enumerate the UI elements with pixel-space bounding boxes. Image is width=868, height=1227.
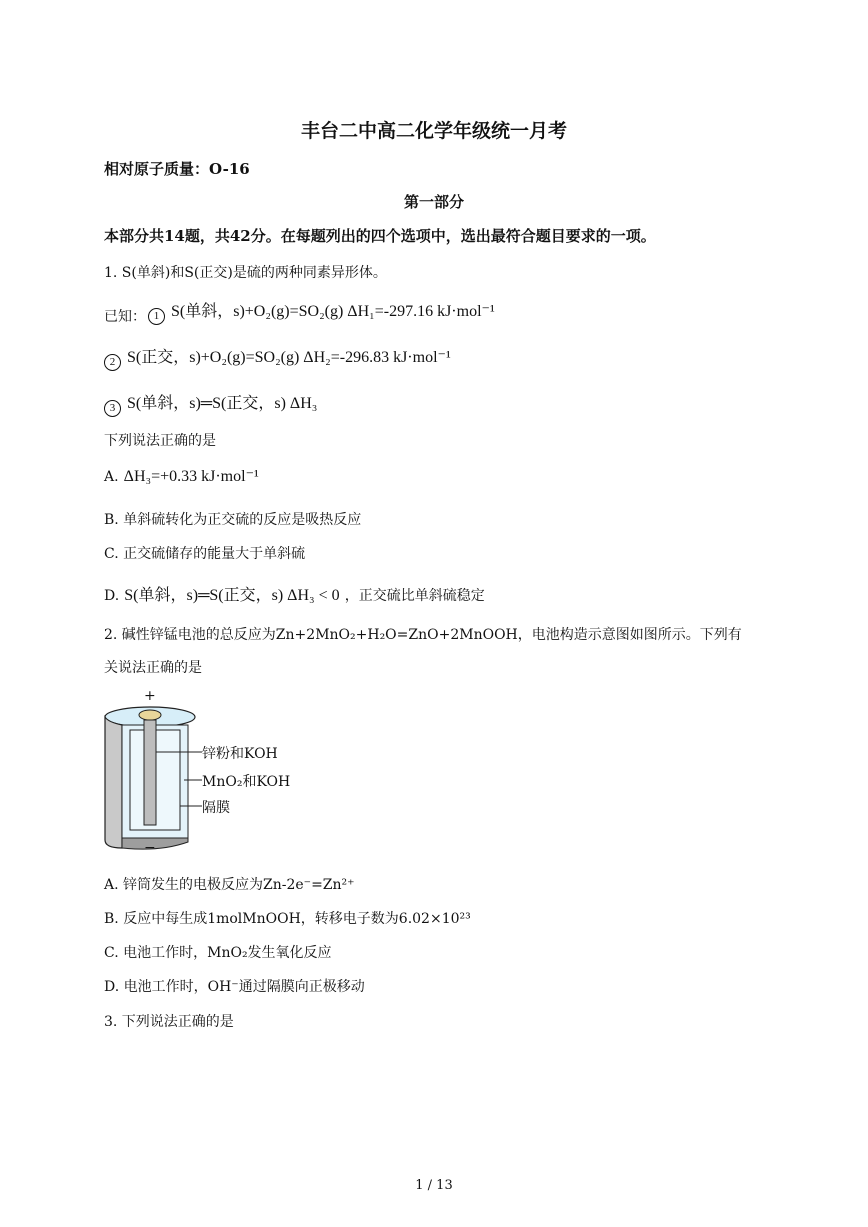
q1-stem: 1. S(单斜)和S(正交)是硫的两种同素异形体。 (104, 265, 387, 281)
label-zinc-koh: 锌粉和KOH (202, 746, 278, 762)
q1-eq2-number: 2 (104, 354, 121, 371)
label-separator: 隔膜 (202, 800, 230, 816)
q1-option-d-tail: ，正交硫比单斜硫稳定 (344, 588, 485, 604)
part-heading: 第一部分 (403, 193, 464, 211)
q2-stem-line-2: 关说法正确的是 (104, 660, 202, 676)
q1-eq2-text: S(正交，s)+O₂(g)=SO₂(g) ΔH₂=-296.83 kJ·mol⁻¹ (127, 349, 451, 366)
q1-eq3-text: S(单斜，s)═S(正交，s) ΔH₃ (127, 395, 318, 412)
q2-option-d: D. 电池工作时，OH⁻通过隔膜向正极移动 (104, 979, 365, 995)
q1-option-b: B. 单斜硫转化为正交硫的反应是吸热反应 (104, 512, 362, 528)
atomic-mass-note: 相对原子质量：O-16 (104, 160, 250, 178)
q1-option-a-text: ΔH₃=+0.33 kJ·mol⁻¹ (123, 468, 259, 485)
q1-option-d (104, 582, 485, 605)
q2-option-a: A. 锌筒发生的电极反应为Zn-2e⁻=Zn²⁺ (104, 877, 355, 893)
label-mno2-koh: MnO₂和KOH (202, 774, 291, 790)
q1-option-d-equation: S(单斜，s)═S(正交，s) ΔH₃ < 0 (124, 587, 340, 604)
q2-option-b: B. 反应中每生成1molMnOOH，转移电子数为6.02×10²³ (104, 911, 471, 927)
q1-equation-3 (104, 390, 317, 417)
positive-cap (139, 710, 161, 720)
q1-option-a (104, 466, 259, 486)
q3-stem: 3. 下列说法正确的是 (104, 1014, 234, 1030)
q2-option-c: C. 电池工作时，MnO₂发生氧化反应 (104, 945, 332, 961)
q1-prompt: 下列说法正确的是 (104, 433, 216, 449)
battery-diagram (100, 690, 300, 858)
q1-option-c: C. 正交硫储存的能量大于单斜硫 (104, 546, 306, 562)
casing-wall (105, 717, 122, 848)
q2-stem-line-1: 2. 碱性锌锰电池的总反应为Zn+2MnO₂+H₂O=ZnO+2MnOOH，电池构造示意图如图所示。下列有 (104, 627, 742, 643)
q1-equation-1 (148, 298, 495, 325)
q1-option-d-label: D. (104, 588, 120, 604)
q1-option-a-label: A. (104, 469, 119, 485)
q1-eq3-number: 3 (104, 400, 121, 417)
carbon-rod (144, 720, 156, 825)
q1-eq1-number: 1 (148, 308, 165, 325)
page-number: 1 / 13 (415, 1178, 453, 1193)
positive-terminal-mark: + (144, 688, 156, 704)
negative-terminal-mark: − (144, 840, 156, 856)
q1-equation-2 (104, 344, 451, 371)
q1-eq1-text: S(单斜，s)+O₂(g)=SO₂(g) ΔH₁=-297.16 kJ·mol⁻¹ (171, 303, 495, 320)
page-title: 丰台二中高二化学年级统一月考 (300, 120, 567, 142)
part-instructions: 本部分共14题，共42分。在每题列出的四个选项中，选出最符合题目要求的一项。 (104, 227, 656, 245)
q1-given-label: 已知： (104, 309, 146, 325)
